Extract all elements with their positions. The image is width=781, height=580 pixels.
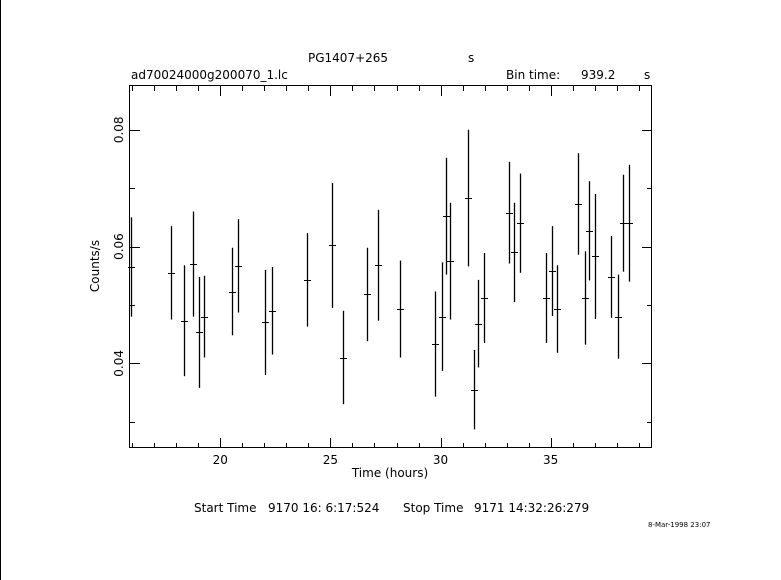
data-point (447, 203, 454, 320)
stop-time-value: 9171 14:32:26:279 (474, 501, 590, 515)
bin-time-label: Bin time: (506, 68, 561, 82)
data-point (168, 226, 175, 319)
data-point (229, 248, 236, 336)
x-tick-label: 30 (432, 453, 449, 467)
data-point (235, 219, 242, 312)
data-point (615, 275, 622, 359)
data-point (181, 265, 188, 376)
bin-time-value: 939.2 (581, 68, 616, 82)
data-point (432, 292, 439, 397)
data-point (549, 226, 556, 316)
data-point (196, 277, 203, 388)
data-point (620, 175, 627, 272)
data-point (375, 210, 382, 321)
y-tick-label: 0.08 (112, 116, 126, 144)
plot-frame (130, 86, 652, 448)
stop-time-label: Stop Time (403, 501, 464, 515)
data-point (582, 251, 589, 344)
data-point (586, 181, 593, 280)
y-tick-label: 0.04 (112, 349, 126, 377)
data-point (511, 203, 518, 302)
y-tick-label: 0.06 (112, 233, 126, 260)
data-point (543, 253, 550, 343)
data-point (397, 261, 404, 358)
start-time-label: Start Time (194, 501, 257, 515)
data-point (364, 248, 371, 341)
data-point (262, 270, 269, 375)
data-point (608, 236, 615, 318)
data-point (439, 262, 446, 371)
data-point (443, 158, 450, 275)
data-point (471, 350, 478, 429)
data-point (626, 165, 633, 282)
chart-title: PG1407+265 (308, 51, 389, 65)
data-point (201, 276, 208, 358)
data-point (190, 212, 197, 317)
x-tick-label: 20 (212, 453, 228, 467)
data-point (575, 153, 582, 255)
title-unit: s (468, 51, 475, 65)
bin-time-unit: s (644, 68, 651, 82)
data-point (269, 267, 276, 355)
file-name: ad70024000g200070_1.lc (131, 68, 288, 82)
start-time-value: 9170 16: 6:17:524 (268, 501, 380, 515)
data-point (554, 265, 561, 353)
data-point (481, 253, 488, 343)
data-point (592, 194, 599, 319)
x-axis-label: Time (hours) (351, 466, 429, 480)
x-tick-label: 35 (543, 453, 559, 467)
y-axis-label: Counts/s (88, 239, 102, 293)
data-point (475, 280, 482, 368)
data-point (329, 183, 336, 308)
data-point (304, 233, 311, 326)
data-points (128, 130, 633, 430)
timestamp: 8-Mar-1998 23:07 (648, 521, 711, 529)
data-point (506, 162, 513, 264)
data-point (465, 130, 472, 267)
x-tick-label: 25 (322, 453, 339, 467)
data-point (340, 311, 347, 404)
data-point (517, 174, 524, 273)
